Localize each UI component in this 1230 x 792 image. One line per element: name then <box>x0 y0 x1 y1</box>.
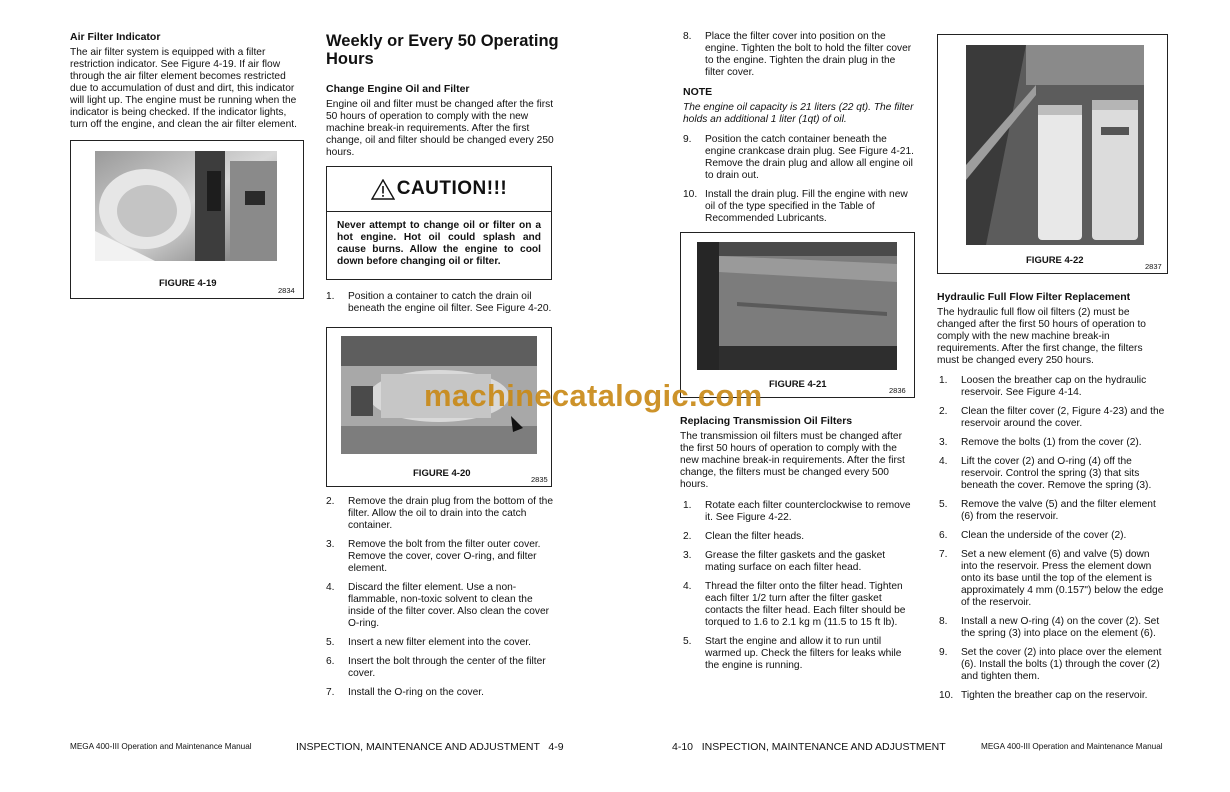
figure-4-22-number: 2837 <box>1145 262 1162 271</box>
list-item: 5. Remove the valve (5) and the filter element (6) from the reservoir. <box>939 499 1156 522</box>
figure-4-21-number: 2836 <box>889 386 906 395</box>
list-item: 5. Start the engine and allow it to run until warmed up. Check the filters for leaks while the engine is running. <box>683 636 902 671</box>
step-text: Position a container to catch the drain oil beneath the engine oil filter. See Figure 4-20. <box>348 291 552 314</box>
figure-4-20-caption: FIGURE 4-20 <box>413 468 471 479</box>
list-item: 6. Clean the underside of the cover (2). <box>939 530 1127 541</box>
watermark: machinecatalogic.com <box>424 378 763 413</box>
list-item: 7. Set a new element (6) and valve (5) down into the reservoir. Press the element down onto its base until the top of the element is approximately 4 mm (0.157") below the edge of the reservoir. <box>939 549 1164 608</box>
list-item: 3. Remove the bolts (1) from the cover (2). <box>939 437 1142 448</box>
list-item: 4. Thread the filter onto the filter head. Tighten each filter 1/2 turn after the filter gasket contacts the filter head. Each filter should be torqued to 1.6 to 2.1 kg m (11.5 to 15 ft lb). <box>683 581 906 628</box>
list-item: 10. Tighten the breather cap on the reservoir. <box>939 690 1148 701</box>
figure-4-19-photo <box>95 151 277 261</box>
list-item: 1. Rotate each filter counterclockwise to remove it. See Figure 4-22. <box>683 500 911 523</box>
figure-4-19-number: 2834 <box>278 286 295 295</box>
transmission-section <box>680 415 915 679</box>
list-item: 8. Place the filter cover into position on the engine. Tighten the bolt to hold the filter cover to the engine. Tighten the drain plug in the filter cover. <box>683 31 912 78</box>
list-item: 3. Grease the filter gaskets and the gasket mating surface on each filter head. <box>683 550 886 573</box>
caution-header <box>327 167 551 212</box>
section-title: Weekly or Every 50 Operating Hours <box>326 32 559 68</box>
figure-4-21-photo <box>697 242 897 370</box>
caution-text: Never attempt to change oil or filter on a hot engine. Hot oil could splash and cause burns. Allow the engine to cool down before changing oil or filter. <box>337 220 541 267</box>
warning-triangle-icon <box>371 179 395 200</box>
list-item: 3. Remove the bolt from the filter outer cover. Remove the cover, cover O-ring, and filter element. <box>326 539 541 574</box>
list-item: 2. Clean the filter heads. <box>683 531 805 542</box>
list-item: 2. Remove the drain plug from the bottom of the filter. Allow the oil to drain into the catch container. <box>326 496 553 531</box>
note-heading: NOTE <box>683 86 713 98</box>
note-text: The engine oil capacity is 21 liters (22 qt). The filter holds an additional 1 liter (1qt) of oil. <box>683 102 914 125</box>
figure-4-22 <box>937 34 1168 274</box>
oil-change-section <box>326 83 558 167</box>
list-item: 4. Discard the filter element. Use a non-flammable, non-toxic solvent to clean the inside of the filter cover. Also clean the cover O-ring. <box>326 582 550 629</box>
transmission-heading: Replacing Transmission Oil Filters <box>680 415 853 427</box>
step-number: 1. <box>326 291 335 302</box>
caution-box <box>326 166 552 280</box>
footer-right-chapter: 4-10 INSPECTION, MAINTENANCE AND ADJUSTMENT <box>672 741 946 753</box>
figure-4-21 <box>680 232 915 398</box>
list-item: 2. Clean the filter cover (2, Figure 4-23) and the reservoir around the cover. <box>939 406 1165 429</box>
hydraulic-heading: Hydraulic Full Flow Filter Replacement <box>937 291 1131 303</box>
crankcase-photo-graphic <box>697 242 897 370</box>
footer-left-manual: MEGA 400-III Operation and Maintenance Manual <box>70 742 252 751</box>
footer-left-chapter: INSPECTION, MAINTENANCE AND ADJUSTMENT 4-9 <box>296 741 564 753</box>
list-item: 9. Position the catch container beneath the engine crankcase drain plug. See Figure 4-21. Remove the drain plug and allow all engine oil to drain out. <box>683 134 914 181</box>
figure-4-20-number: 2835 <box>531 475 548 484</box>
figure-4-19-caption: FIGURE 4-19 <box>159 278 217 289</box>
list-item: 7. Install the O-ring on the cover. <box>326 687 484 698</box>
footer-right-manual: MEGA 400-III Operation and Maintenance Manual <box>981 742 1163 751</box>
list-item: 9. Set the cover (2) into place over the element (6). Install the bolts (1) through the cover (2) and tighten them. <box>939 647 1162 682</box>
transmission-text: The transmission oil filters must be changed after the first 50 hours of operation to comply with the new machine break-in requirements. After the first change, the filters must be changed every 500 hours. <box>680 431 905 490</box>
right-col-1-top <box>683 31 915 232</box>
air-filter-section <box>70 31 302 139</box>
figure-4-22-photo <box>966 45 1144 245</box>
oil-change-text: Engine oil and filter must be changed after the first 50 hours of operation to comply with the new machine break-in requirements. After the first change, oil and filter should be changed every 250 hours. <box>326 99 554 158</box>
oil-steps-list <box>326 496 558 706</box>
figure-4-21-caption: FIGURE 4-21 <box>769 379 827 390</box>
list-item: 1. Loosen the breather cap on the hydraulic reservoir. See Figure 4-14. <box>939 375 1147 398</box>
oil-change-heading: Change Engine Oil and Filter <box>326 83 470 95</box>
transmission-filters-photo-graphic <box>966 45 1144 245</box>
air-filter-photo-graphic <box>95 151 277 261</box>
oil-step-1 <box>326 291 558 322</box>
hydraulic-section <box>937 291 1167 709</box>
list-item: 6. Insert the bolt through the center of the filter cover. <box>326 656 546 679</box>
caution-title: CAUTION!!! <box>396 178 508 199</box>
list-item: 8. Install a new O-ring (4) on the cover (2). Set the spring (3) into place on the element (6). <box>939 616 1160 639</box>
air-filter-heading: Air Filter Indicator <box>70 31 161 43</box>
air-filter-text: The air filter system is equipped with a filter restriction indicator. See Figure 4-19. If air flow through the air filter element becomes restricted due to accumulation of dust and dirt, this indicator will light up. The engine must be running when the indicator is being checked. If the indicator lights, turn off the engine, and clean the air filter element. <box>70 47 297 130</box>
hydraulic-text: The hydraulic full flow oil filters (2) must be changed after the first 50 hours of operation to comply with the new machine break-in requirements. After the first change, the filters must be changed every 250 hours. <box>937 307 1146 366</box>
list-item: 4. Lift the cover (2) and O-ring (4) off the reservoir. Control the spring (3) that sits beneath the cover. Remove the spring (3). <box>939 456 1152 491</box>
list-item: 10. Install the drain plug. Fill the engine with new oil of the type specified in the Table of Recommended Lubricants. <box>683 189 908 224</box>
list-item: 5. Insert a new filter element into the cover. <box>326 637 531 648</box>
figure-4-19 <box>70 140 304 299</box>
figure-4-22-caption: FIGURE 4-22 <box>1026 255 1084 266</box>
